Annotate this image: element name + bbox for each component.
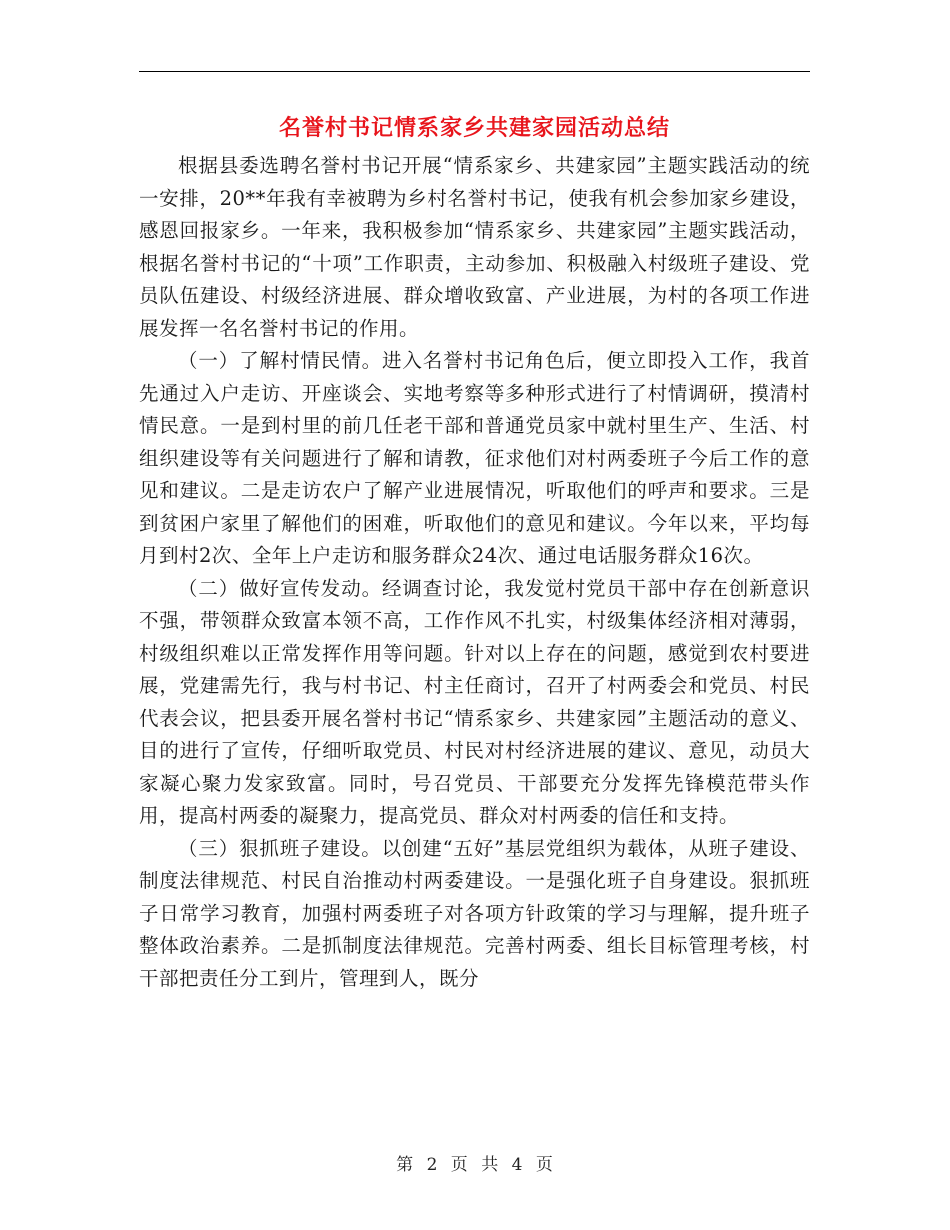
footer-suffix: 页 — [535, 1155, 554, 1175]
paragraph-section-3: （三）狠抓班子建设。以创建“五好”基层党组织为载体，从班子建设、制度法律规范、村民自治推动村两委建设。一是强化班子自身建设。狠抓班子日常学习教育，加强村两委班子对各项方针政策的学习与理解，提升班子整体政治素养。二是抓制度法律规范。完善村两委、组长目标管理考核，村干部把责任分工到片，管理到人，既分 — [139, 836, 810, 990]
footer-total-label: 共 — [481, 1155, 500, 1175]
paragraph-section-1: （一）了解村情民情。进入名誉村书记角色后，便立即投入工作，我首先通过入户走访、开座谈会、实地考察等多种形式进行了村情调研，摸清村情民意。一是到村里的前几任老干部和普通党员家中就村里生产、生活、村组织建设等有关问题进行了解和请教，征求他们对村两委班子今后工作的意见和建议。二是走访农户了解产业进展情况，听取他们的呼声和要求。三是到贫困户家里了解他们的困难，听取他们的意见和建议。今年以来，平均每月到村2次、全年上户走访和服务群众24次、通过电话服务群众16次。 — [139, 349, 810, 567]
header-rule — [139, 71, 810, 72]
paragraph-section-2: （二）做好宣传发动。经调查讨论，我发觉村党员干部中存在创新意识不强，带领群众致富本领不高，工作作风不扎实，村级集体经济相对薄弱，村级组织难以正常发挥作用等问题。针对以上存在的问题，感觉到农村要进展，党建需先行，我与村书记、村主任商讨，召开了村两委会和党员、村民代表会议，把县委开展名誉村书记“情系家乡、共建家园”主题活动的意义、目的进行了宣传，仔细听取党员、村民对村经济进展的建议、意见，动员大家凝心聚力发家致富。同时，号召党员、干部要充分发挥先锋模范带头作用，提高村两委的凝聚力，提高党员、群众对村两委的信任和支持。 — [139, 576, 810, 827]
footer-total-pages: 4 — [511, 1155, 524, 1175]
footer-prefix: 第 — [396, 1155, 415, 1175]
footer-page-label: 页 — [450, 1155, 469, 1175]
document-body — [139, 150, 810, 995]
page-number-footer — [0, 1153, 950, 1177]
footer-current-page: 2 — [426, 1155, 439, 1175]
paragraph-intro: 根据县委选聘名誉村书记开展“情系家乡、共建家园”主题实践活动的统一安排，20**年我有幸被聘为乡村名誉村书记，使我有机会参加家乡建设，感恩回报家乡。一年来，我积极参加“情系家乡、共建家园”主题实践活动，根据名誉村书记的“十项”工作职责，主动参加、积极融入村级班子建设、党员队伍建设、村级经济进展、群众增收致富、产业进展，为村的各项工作进展发挥一名名誉村书记的作用。 — [139, 154, 810, 340]
document-title: 名誉村书记情系家乡共建家园活动总结 — [278, 115, 670, 141]
